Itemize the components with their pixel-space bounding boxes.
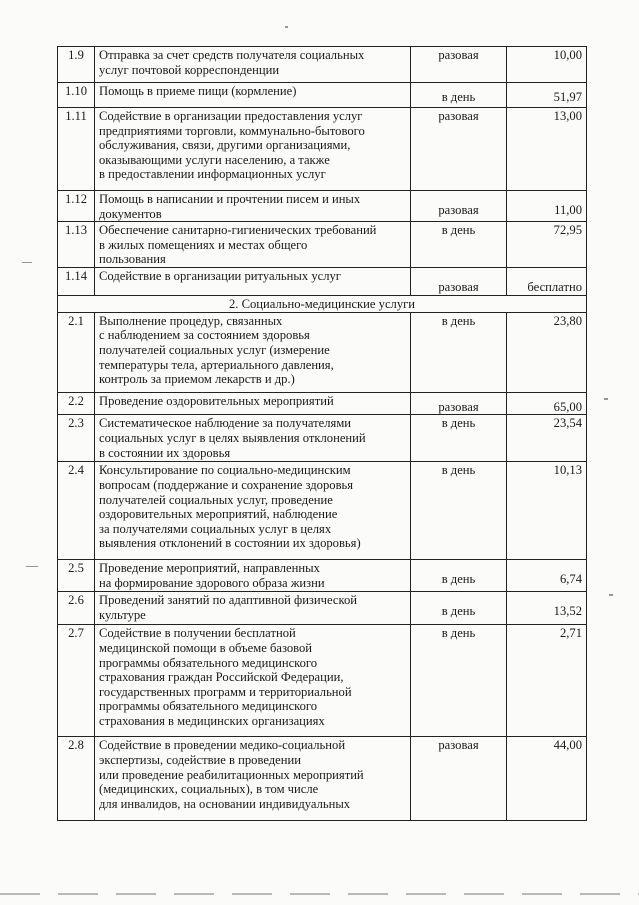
service-number: 2.2 <box>58 392 95 415</box>
scan-mark <box>604 398 608 400</box>
service-name: Содействие в организации ритуальных услуг <box>95 268 411 296</box>
service-number: 2.3 <box>58 415 95 462</box>
service-price: 10,00 <box>507 47 587 83</box>
service-row <box>58 312 587 392</box>
service-price: 65,00 <box>507 392 587 415</box>
service-unit: разовая <box>411 191 507 222</box>
scan-mark <box>285 26 288 28</box>
scan-mark <box>26 566 38 567</box>
service-row <box>58 191 587 222</box>
service-price: 6,74 <box>507 560 587 592</box>
service-number: 2.5 <box>58 560 95 592</box>
service-name: Обеспечение санитарно-гигиенических требований в жилых помещениях и местах общего пользования <box>95 222 411 268</box>
service-row <box>58 222 587 268</box>
service-unit: в день <box>411 560 507 592</box>
service-price: 13,52 <box>507 592 587 625</box>
service-unit: в день <box>411 415 507 462</box>
service-unit: в день <box>411 312 507 392</box>
service-row <box>58 392 587 415</box>
service-name: Содействие в получении бесплатной медицинской помощи в объеме базовой программы обязательного медицинского страхования граждан Российской Федерации, государственных программ и территориальной программы обязательного медицинского страхования в медицинских организациях <box>95 625 411 737</box>
service-price: 13,00 <box>507 108 587 191</box>
service-name: Помощь в написании и прочтении писем и иных документов <box>95 191 411 222</box>
service-price: 72,95 <box>507 222 587 268</box>
service-number: 1.14 <box>58 268 95 296</box>
service-number: 2.8 <box>58 737 95 821</box>
service-row <box>58 625 587 737</box>
service-price: 11,00 <box>507 191 587 222</box>
service-unit: разовая <box>411 392 507 415</box>
service-unit: разовая <box>411 737 507 821</box>
services-price-table <box>57 46 587 821</box>
service-unit: в день <box>411 462 507 560</box>
service-unit: в день <box>411 222 507 268</box>
service-number: 1.13 <box>58 222 95 268</box>
scan-mark <box>22 262 32 263</box>
section-title: 2. Социально-медицинские услуги <box>58 295 587 312</box>
service-name: Консультирование по социально-медицинским вопросам (поддержание и сохранение здоровья получателей социальных услуг, проведение оздоровительных мероприятий, наблюдение за получателями социальных услуг в целях выявления отклонений в состоянии их здоровья) <box>95 462 411 560</box>
service-number: 2.6 <box>58 592 95 625</box>
service-unit: разовая <box>411 47 507 83</box>
service-row <box>58 737 587 821</box>
service-name: Содействие в организации предоставления услуг предприятиями торговли, коммунально-бытового обслуживания, связи, другими организациями, оказывающими услуги населению, а также в предоставлении информационных услуг <box>95 108 411 191</box>
service-name: Содействие в проведении медико-социальной экспертизы, содействие в проведении или проведение реабилитационных мероприятий (медицинских, социальных), в том числе для инвалидов, на основании индивидуальных <box>95 737 411 821</box>
service-number: 2.7 <box>58 625 95 737</box>
service-row <box>58 268 587 296</box>
scan-mark <box>609 594 613 596</box>
service-price: 23,80 <box>507 312 587 392</box>
service-row <box>58 47 587 83</box>
service-row <box>58 462 587 560</box>
service-price: 44,00 <box>507 737 587 821</box>
service-row <box>58 415 587 462</box>
service-row <box>58 592 587 625</box>
service-price: 10,13 <box>507 462 587 560</box>
service-number: 1.10 <box>58 83 95 108</box>
service-number: 2.1 <box>58 312 95 392</box>
service-number: 1.9 <box>58 47 95 83</box>
service-price: 51,97 <box>507 83 587 108</box>
service-unit: разовая <box>411 108 507 191</box>
service-unit: разовая <box>411 268 507 296</box>
service-number: 2.4 <box>58 462 95 560</box>
service-price: бесплатно <box>507 268 587 296</box>
service-name: Выполнение процедур, связанных с наблюдением за состоянием здоровья получателей социальных услуг (измерение температуры тела, артериального давления, контроль за приемом лекарств и др.) <box>95 312 411 392</box>
service-name: Систематическое наблюдение за получателями социальных услуг в целях выявления отклонений в состоянии их здоровья <box>95 415 411 462</box>
service-unit: в день <box>411 83 507 108</box>
services-table-body <box>58 47 587 821</box>
service-number: 1.12 <box>58 191 95 222</box>
service-name: Помощь в приеме пищи (кормление) <box>95 83 411 108</box>
service-name: Проведение оздоровительных мероприятий <box>95 392 411 415</box>
service-price: 23,54 <box>507 415 587 462</box>
service-name: Проведение мероприятий, направленных на формирование здорового образа жизни <box>95 560 411 592</box>
service-price: 2,71 <box>507 625 587 737</box>
scan-edge <box>0 893 639 895</box>
service-name: Отправка за счет средств получателя социальных услуг почтовой корреспонденции <box>95 47 411 83</box>
service-row <box>58 560 587 592</box>
service-name: Проведений занятий по адаптивной физической культуре <box>95 592 411 625</box>
section-header-row <box>58 295 587 312</box>
service-row <box>58 108 587 191</box>
service-unit: в день <box>411 625 507 737</box>
service-unit: в день <box>411 592 507 625</box>
service-number: 1.11 <box>58 108 95 191</box>
service-row <box>58 83 587 108</box>
